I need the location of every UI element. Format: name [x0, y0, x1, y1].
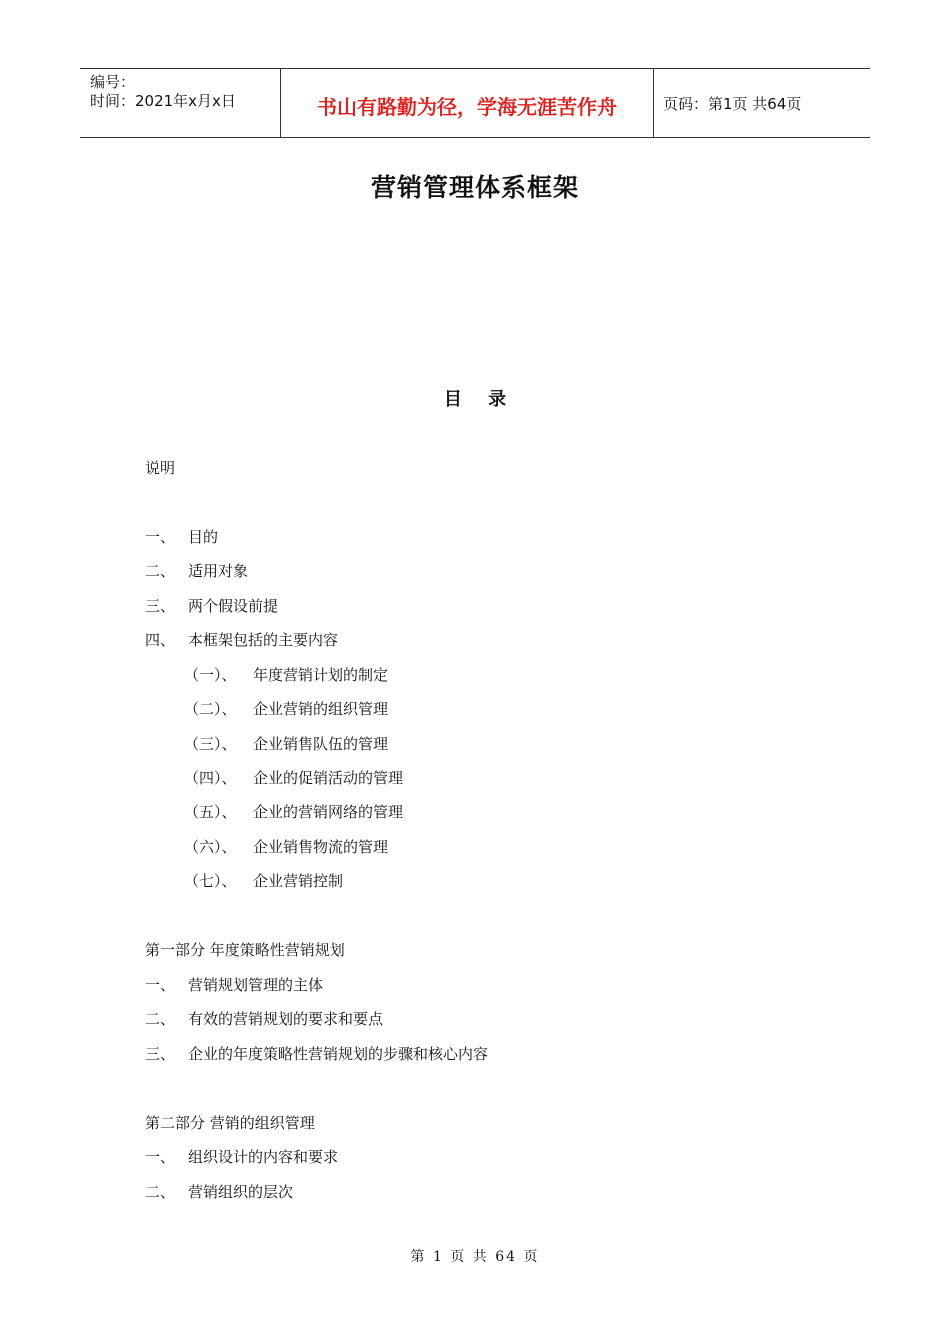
toc-item-number: 二、: [145, 1183, 176, 1201]
toc-item-number: 二、: [145, 562, 176, 580]
toc-subitem: [184, 871, 343, 891]
toc-subitem-number: （三）、: [184, 735, 237, 753]
toc-item-text: 适用对象: [188, 562, 249, 580]
toc-subitem-number: （二）、: [184, 700, 237, 718]
toc-subitem-text: 企业销售队伍的管理: [253, 735, 389, 753]
toc-item-number: 一、: [145, 976, 176, 994]
toc-item-number: 三、: [145, 1045, 176, 1063]
header-page-cell: [654, 69, 870, 137]
part-two-title: 第二部分 营销的组织管理: [145, 1114, 315, 1132]
toc-item: [145, 1044, 488, 1064]
toc-item-text: 目的: [188, 528, 219, 546]
toc-item-text: 企业的年度策略性营销规划的步骤和核心内容: [188, 1045, 489, 1063]
toc-subitem: [184, 699, 388, 719]
toc-subitem-text: 年度营销计划的制定: [253, 666, 389, 684]
toc-item-text: 组织设计的内容和要求: [188, 1148, 339, 1166]
toc-heading: 目 录: [443, 389, 517, 410]
toc-item-text: 本框架包括的主要内容: [188, 631, 339, 649]
toc-subitem-number: （七）、: [184, 872, 237, 890]
toc-subitem: [184, 837, 388, 857]
toc-subitem-number: （四）、: [184, 769, 237, 787]
toc-item-number: 一、: [145, 528, 176, 546]
toc-item-number: 一、: [145, 1148, 176, 1166]
toc-item-number: 三、: [145, 597, 176, 615]
document-time-label: 时间：2021年x月x日: [90, 92, 236, 110]
toc-item-text: 营销规划管理的主体: [188, 976, 324, 994]
header-motto: 书山有路勤为径，学海无涯苦作舟: [317, 94, 617, 119]
toc-item: [145, 561, 248, 581]
toc-item: [145, 1009, 383, 1029]
toc-item: [145, 596, 278, 616]
document-title: 营销管理体系框架: [370, 173, 579, 202]
toc-item-text: 有效的营销规划的要求和要点: [188, 1010, 384, 1028]
toc-subitem-number: （六）、: [184, 838, 237, 856]
toc-subitem: [184, 734, 388, 754]
toc-item: [145, 630, 338, 650]
toc-item-number: 二、: [145, 1010, 176, 1028]
toc-item: [145, 975, 323, 995]
toc-item-text: 两个假设前提: [188, 597, 279, 615]
toc-subitem-text: 企业营销的组织管理: [253, 700, 389, 718]
page-footer: 第 1 页 共 64 页: [410, 1249, 540, 1265]
toc-subitem-text: 企业销售物流的管理: [253, 838, 389, 856]
part-one-title: 第一部分 年度策略性营销规划: [145, 941, 345, 959]
toc-subitem-number: （一）、: [184, 666, 237, 684]
toc-item: [145, 1147, 338, 1167]
toc-subitem-number: （五）、: [184, 803, 237, 821]
toc-intro: 说明: [145, 459, 176, 477]
header-motto-cell: [281, 69, 654, 137]
header-meta-cell: [80, 69, 281, 137]
toc-item: [145, 1182, 293, 1202]
toc-subitem-text: 企业的营销网络的管理: [253, 803, 404, 821]
toc-item: [145, 527, 218, 547]
toc-item-number: 四、: [145, 631, 176, 649]
header-table: [80, 68, 870, 138]
toc-subitem-text: 企业营销控制: [253, 872, 344, 890]
header-page-info: 页码：第1页 共64页: [663, 94, 802, 113]
toc-subitem-text: 企业的促销活动的管理: [253, 769, 404, 787]
toc-item-text: 营销组织的层次: [188, 1183, 294, 1201]
document-number-label: 编号：: [90, 73, 136, 91]
toc-subitem: [184, 802, 403, 822]
toc-subitem: [184, 768, 403, 788]
toc-subitem: [184, 665, 388, 685]
